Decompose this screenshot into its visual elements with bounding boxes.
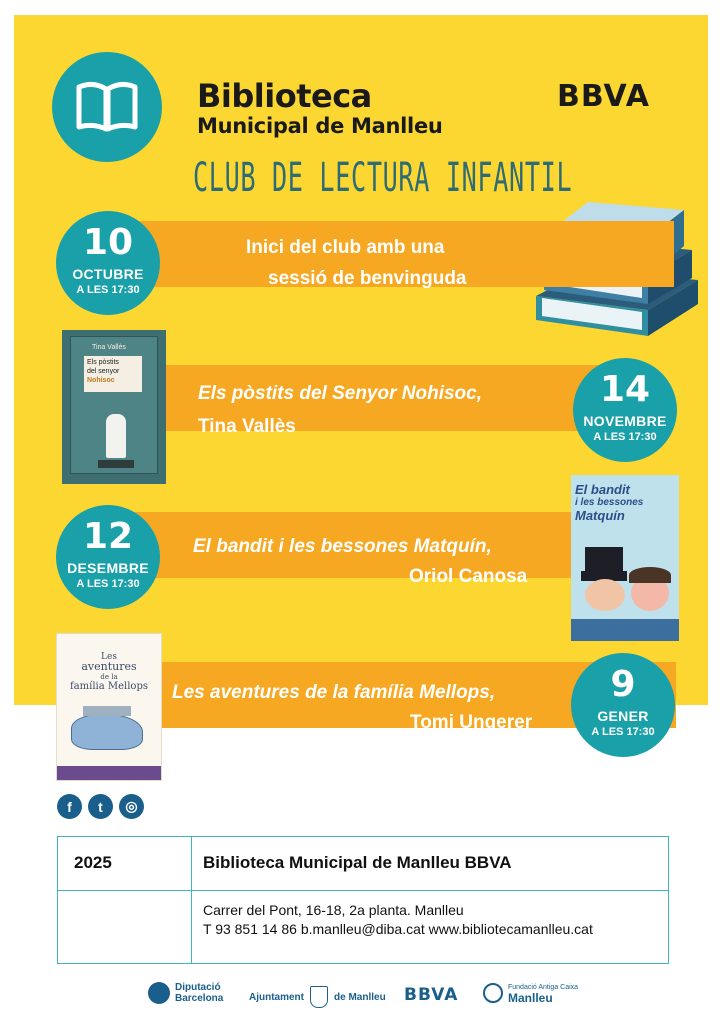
- book-cover-bandit: [571, 475, 679, 641]
- venue-label: Biblioteca Municipal de Manlleu BBVA: [203, 853, 512, 872]
- diputacio-logo: [148, 982, 223, 1004]
- address-text: Carrer del Pont, 16-18, 2a planta. Manlleu: [203, 902, 464, 918]
- session-4-day: 9: [610, 664, 636, 705]
- ajuntament-line1: Ajuntament: [249, 991, 304, 1003]
- diputacio-line2: Barcelona: [175, 993, 224, 1004]
- session-3-time: A LES 17:30: [76, 578, 140, 590]
- session-2-time: A LES 17:30: [593, 431, 657, 443]
- open-book-icon: [75, 81, 139, 133]
- book-cover-nohisoc: [62, 330, 166, 484]
- session-4-month: GENER: [597, 708, 649, 724]
- session-4-text-line1: Les aventures de la família Mellops,: [172, 682, 496, 703]
- session-4-time: A LES 17:30: [591, 726, 655, 738]
- instagram-icon[interactable]: ◎: [119, 794, 144, 819]
- session-1-text-line2: sessió de benvinguda: [268, 268, 467, 289]
- book-cover-mellops: [56, 633, 162, 781]
- ajuntament-shield-icon: [310, 986, 328, 1008]
- diputacio-line1: Diputació: [175, 982, 221, 993]
- mellops-cover-title3: de la: [100, 673, 118, 681]
- fundacio-icon: [483, 983, 503, 1003]
- diputacio-icon: [148, 982, 170, 1004]
- nohisoc-cover-author: Tina Vallès: [92, 344, 126, 351]
- session-2-text-line2: Tina Vallès: [198, 416, 296, 437]
- session-3-month: DESEMBRE: [67, 560, 149, 576]
- nohisoc-cover-title3: Nohisoc: [87, 377, 115, 384]
- session-1-month: OCTUBRE: [72, 266, 144, 282]
- session-1-date: [56, 211, 160, 315]
- session-4-text-line2: Tomi Ungerer: [410, 712, 533, 733]
- session-3-day: 12: [82, 516, 134, 557]
- bandit-cover-title1: El bandit: [575, 482, 630, 497]
- ajuntament-line2: de Manlleu: [334, 991, 386, 1003]
- fundacio-logo: [483, 982, 578, 1004]
- twitter-icon[interactable]: t: [88, 794, 113, 819]
- contact-text: T 93 851 14 86 b.manlleu@diba.cat www.bibliotecamanlleu.cat: [203, 921, 593, 937]
- year-label: 2025: [74, 853, 112, 872]
- mellops-cover-title4: família Mellops: [70, 681, 148, 692]
- session-2-date: [573, 358, 677, 462]
- session-1-time: A LES 17:30: [76, 284, 140, 296]
- library-title: Biblioteca: [197, 77, 372, 115]
- bbva-footer-text: BBVA: [404, 985, 459, 1005]
- info-table: [57, 836, 669, 964]
- fundacio-line2: Manlleu: [508, 991, 553, 1005]
- bandit-cover-title2: i les bessones: [575, 497, 644, 508]
- session-3-date: [56, 505, 160, 609]
- session-4-date: [571, 653, 675, 757]
- session-3-text-line2: Oriol Canosa: [409, 566, 528, 587]
- library-logo: [52, 52, 162, 162]
- session-3-text-line1: El bandit i les bessones Matquín,: [193, 536, 492, 557]
- library-subtitle: Municipal de Manlleu: [197, 114, 443, 138]
- session-2-month: NOVEMBRE: [583, 413, 667, 429]
- nohisoc-cover-title2: del senyor: [87, 368, 120, 375]
- session-1-text-line1: Inici del club amb una: [246, 237, 445, 258]
- ajuntament-logo: [249, 986, 386, 1008]
- address-block: [203, 901, 593, 939]
- bandit-cover-title3: Matquín: [575, 508, 625, 523]
- mellops-cover-title1: Les: [101, 652, 117, 662]
- bbva-footer-logo: [404, 985, 458, 1005]
- nohisoc-cover-title1: Els pòstits: [87, 359, 119, 366]
- mellops-cover-title2: aventures: [81, 660, 137, 673]
- session-2-text-line1: Els pòstits del Senyor Nohisoc,: [198, 383, 483, 404]
- fundacio-line1: Fundació Antiga Caixa: [508, 984, 579, 991]
- session-1-day: 10: [82, 222, 134, 263]
- club-title: CLUB DE LECTURA INFANTIL: [193, 155, 573, 201]
- session-2-day: 14: [599, 369, 651, 410]
- facebook-icon[interactable]: f: [57, 794, 82, 819]
- bbva-logo: BBVA: [557, 79, 650, 114]
